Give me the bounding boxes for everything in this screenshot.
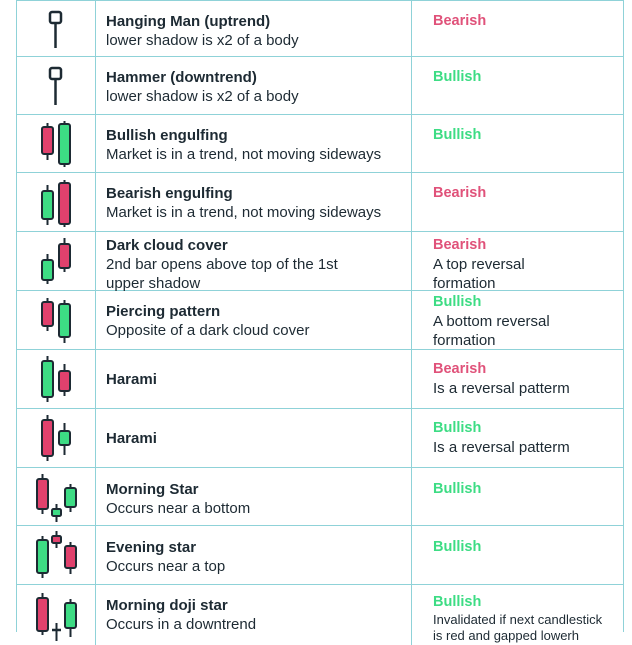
signal-label: Bullish [433, 420, 482, 436]
pattern-row [17, 585, 623, 645]
pattern-row [17, 173, 623, 232]
signal-note: A top reversal formation [433, 256, 525, 292]
piercing-pattern-icon [17, 291, 95, 350]
pattern-signal-cell [413, 585, 623, 645]
signal-label: Bullish [433, 127, 482, 143]
signal-label: Bullish [433, 294, 482, 310]
signal-label: Bearish [433, 237, 487, 253]
signal-label: Bearish [433, 185, 487, 201]
pattern-signal-cell [413, 409, 623, 467]
pattern-name: Bullish engulfing [106, 127, 228, 144]
pattern-icon-cell [17, 526, 96, 584]
pattern-description: lower shadow is x2 of a body [106, 88, 299, 105]
pattern-icon-cell [17, 350, 96, 408]
candlestick-patterns-table [16, 0, 624, 643]
pattern-name: Hanging Man (uptrend) [106, 13, 271, 30]
pattern-signal-cell [413, 526, 623, 584]
pattern-signal-cell [413, 1, 623, 56]
signal-label: Bullish [433, 69, 482, 85]
pattern-name: Harami [106, 430, 157, 447]
pattern-icon-cell [17, 409, 96, 467]
morning-doji-star-icon [17, 585, 95, 645]
pattern-row [17, 232, 623, 291]
pattern-desc-cell [96, 350, 412, 408]
pattern-row [17, 468, 623, 526]
pattern-signal-cell [413, 291, 623, 349]
bearish-engulfing-icon [17, 173, 95, 232]
signal-note: A bottom reversal formation [433, 313, 550, 349]
pattern-icon-cell [17, 232, 96, 290]
pattern-row [17, 57, 623, 115]
bearish-harami-icon [17, 350, 95, 409]
pattern-row [17, 0, 623, 57]
pattern-signal-cell [413, 350, 623, 408]
signal-label: Bearish [433, 13, 487, 29]
pattern-description: 2nd bar opens above top of the 1st upper shadow [106, 256, 338, 292]
pattern-signal-cell [413, 173, 623, 231]
hammer-icon [17, 57, 95, 115]
pattern-signal-cell [413, 57, 623, 114]
pattern-row [17, 115, 623, 173]
pattern-name: Harami [106, 371, 157, 388]
pattern-signal-cell [413, 232, 623, 290]
pattern-icon-cell [17, 468, 96, 525]
pattern-icon-cell [17, 585, 96, 645]
signal-note: Invalidated if next candlestick is red and gapped lowerh [433, 612, 603, 643]
pattern-description: Occurs near a bottom [106, 500, 251, 517]
dark-cloud-cover-icon [17, 232, 95, 291]
signal-note: Is a reversal patterm [433, 439, 570, 456]
pattern-name: Bearish engulfing [106, 185, 233, 202]
signal-label: Bullish [433, 594, 482, 610]
signal-note: Is a reversal patterm [433, 380, 570, 397]
evening-star-icon [17, 526, 95, 585]
pattern-desc-cell [96, 115, 412, 172]
pattern-name: Morning doji star [106, 597, 228, 614]
pattern-row [17, 350, 623, 409]
pattern-desc-cell [96, 291, 412, 349]
signal-label: Bearish [433, 361, 487, 377]
pattern-desc-cell [96, 468, 412, 525]
pattern-desc-cell [96, 173, 412, 231]
pattern-name: Dark cloud cover [106, 237, 228, 254]
pattern-description: Occurs in a downtrend [106, 616, 257, 633]
bullish-engulfing-icon [17, 115, 95, 173]
pattern-icon-cell [17, 57, 96, 114]
pattern-icon-cell [17, 1, 96, 56]
pattern-desc-cell [96, 57, 412, 114]
pattern-row [17, 526, 623, 585]
pattern-desc-cell [96, 1, 412, 56]
pattern-signal-cell [413, 115, 623, 172]
pattern-name: Evening star [106, 539, 197, 556]
pattern-desc-cell [96, 409, 412, 467]
pattern-row [17, 409, 623, 468]
pattern-name: Hammer (downtrend) [106, 69, 257, 86]
pattern-signal-cell [413, 468, 623, 525]
pattern-description: Market is in a trend, not moving sideways [106, 204, 382, 221]
pattern-description: Occurs near a top [106, 558, 226, 575]
pattern-name: Piercing pattern [106, 303, 221, 320]
pattern-desc-cell [96, 585, 412, 645]
hanging-man-icon [17, 1, 95, 58]
pattern-name: Morning Star [106, 481, 199, 498]
pattern-description: Market is in a trend, not moving sideways [106, 146, 382, 163]
pattern-icon-cell [17, 291, 96, 349]
signal-label: Bullish [433, 539, 482, 555]
pattern-icon-cell [17, 173, 96, 231]
bullish-harami-icon [17, 409, 95, 468]
pattern-description: lower shadow is x2 of a body [106, 32, 299, 49]
pattern-desc-cell [96, 232, 412, 290]
pattern-icon-cell [17, 115, 96, 172]
pattern-row [17, 291, 623, 350]
pattern-description: Opposite of a dark cloud cover [106, 322, 310, 339]
morning-star-icon [17, 468, 95, 526]
signal-label: Bullish [433, 481, 482, 497]
pattern-desc-cell [96, 526, 412, 584]
